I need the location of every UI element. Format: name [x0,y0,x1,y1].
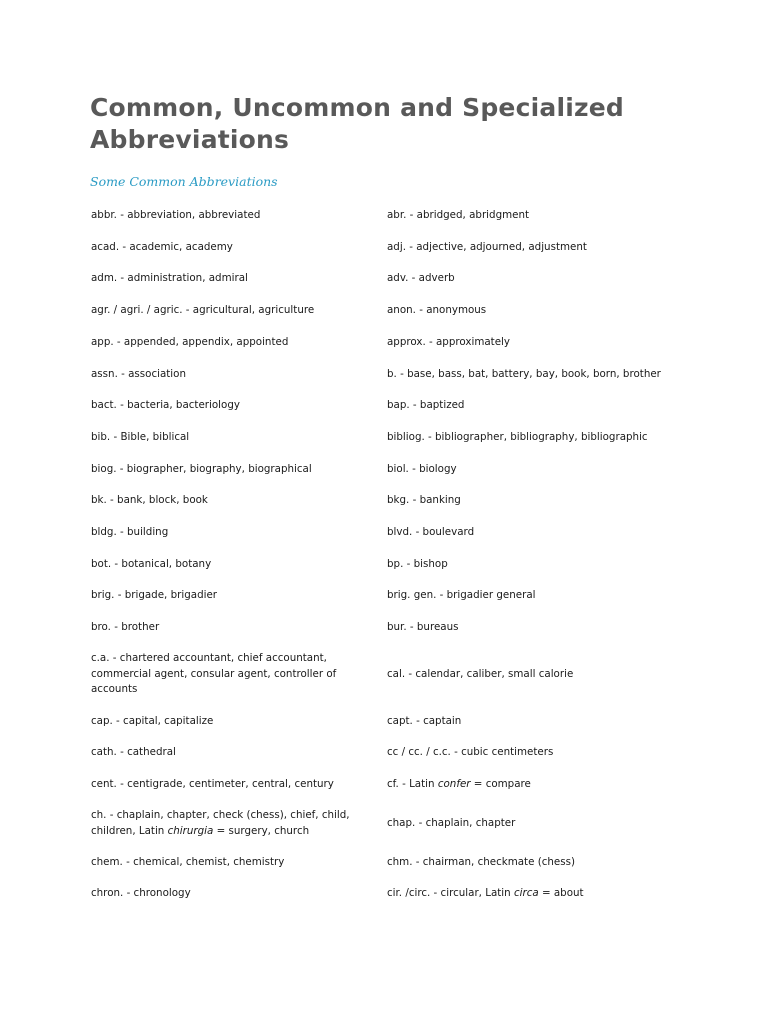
abbreviation-cell: chem. - chemical, chemist, chemistry [91,855,285,868]
abbreviations-table [88,200,688,910]
section-subtitle: Some Common Abbreviations [90,174,278,189]
abbreviation-text: = compare [470,778,531,791]
abbreviation-cell [384,769,688,801]
abbreviation-text: = surgery, church [213,824,310,837]
abbreviation-cell: bibliog. - bibliographer, bibliography, bibliographic [387,430,648,443]
abbreviation-cell: cc / cc. / c.c. - cubic centimeters [387,746,554,759]
table-row [88,737,688,769]
abbreviation-cell: capt. - captain [387,714,462,727]
abbreviation-cell: chm. - chairman, checkmate (chess) [387,855,575,868]
abbreviation-cell: bk. - bank, block, book [91,494,208,507]
abbreviation-text: cir. /circ. - circular, Latin [387,887,514,900]
abbreviation-cell: cal. - calendar, caliber, small calorie [387,667,574,680]
table-row [88,549,688,581]
abbreviation-cell: bp. - bishop [387,557,448,570]
abbreviation-cell: c.a. - chartered accountant, chief accountant, commercial agent, consular agent, controller of accounts [91,652,337,696]
table-row [88,358,688,390]
table-row [88,200,688,232]
latin-term: confer [437,778,471,791]
abbreviation-cell: acad. - academic, academy [91,240,233,253]
abbreviation-cell: brig. gen. - brigadier general [387,589,536,602]
table-row [88,390,688,422]
latin-term: circa [513,887,539,900]
table-row [88,706,688,738]
abbreviation-cell: blvd. - boulevard [387,525,475,538]
table-row [88,517,688,549]
abbreviation-cell: bib. - Bible, biblical [91,430,190,443]
abbreviation-text: cf. - Latin [387,778,438,791]
abbreviation-cell: biog. - biographer, biography, biographical [91,462,312,475]
abbreviation-cell: bro. - brother [91,621,160,634]
table-row [88,422,688,454]
abbreviation-cell: cap. - capital, capitalize [91,714,214,727]
table-row [88,769,688,801]
abbreviation-cell: abr. - abridged, abridgment [387,209,530,222]
table-row [88,847,688,879]
abbreviation-cell: chap. - chaplain, chapter [387,816,516,829]
abbreviation-cell: b. - base, bass, bat, battery, bay, book, born, brother [387,367,661,380]
abbreviation-cell: agr. / agri. / agric. - agricultural, agriculture [91,304,315,317]
table-row [88,454,688,486]
table-row [88,644,688,706]
table-row [88,263,688,295]
abbreviation-cell: brig. - brigade, brigadier [91,589,218,602]
abbreviation-cell: chron. - chronology [91,887,191,900]
table-row [88,801,688,847]
abbreviation-text: ch. - chaplain, chapter, check (chess), chief, child, children, Latin [91,809,350,837]
abbreviation-cell: adj. - adjective, adjourned, adjustment [387,240,587,253]
abbreviation-text: = about [538,887,584,900]
table-row [88,295,688,327]
table-row [88,878,688,910]
table-row [88,232,688,264]
page-title: Common, Uncommon and Specialized Abbreviations [90,93,624,154]
abbreviation-cell: bldg. - building [91,525,169,538]
abbreviation-cell: bot. - botanical, botany [91,557,212,570]
abbreviation-cell: adm. - administration, admiral [91,272,248,285]
abbreviation-cell: abbr. - abbreviation, abbreviated [91,209,261,222]
abbreviation-cell: biol. - biology [387,462,457,475]
latin-term: chirurgia [167,824,214,837]
abbreviation-cell: assn. - association [91,367,186,380]
table-row [88,612,688,644]
abbreviation-cell: approx. - approximately [387,335,510,348]
abbreviation-cell: anon. - anonymous [387,304,487,317]
abbreviation-cell: bkg. - banking [387,494,461,507]
table-row [88,327,688,359]
document-header [90,92,690,192]
table-row [88,580,688,612]
abbreviation-cell: adv. - adverb [387,272,455,285]
abbreviation-cell [384,878,688,910]
abbreviation-cell: app. - appended, appendix, appointed [91,335,289,348]
abbreviation-cell: bur. - bureaus [387,621,459,634]
abbreviation-cell: cath. - cathedral [91,746,176,759]
abbreviation-cell: cent. - centigrade, centimeter, central, century [91,778,334,791]
abbreviation-cell [88,801,384,847]
table-row [88,485,688,517]
abbreviation-cell: bact. - bacteria, bacteriology [91,399,240,412]
abbreviation-cell: bap. - baptized [387,399,465,412]
